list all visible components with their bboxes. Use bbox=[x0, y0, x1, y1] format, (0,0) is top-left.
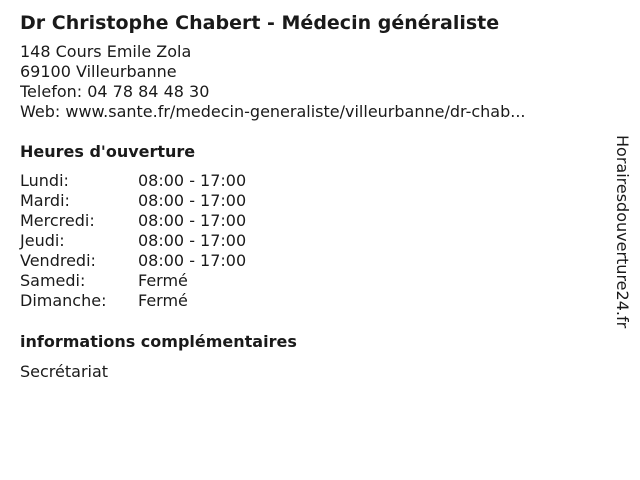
website-link[interactable]: Web: www.sante.fr/medecin-generaliste/villeurbanne/dr-chab... bbox=[20, 102, 526, 121]
brand-watermark: Horairesdouverture24.fr bbox=[613, 135, 632, 329]
opening-hours-heading: Heures d'ouverture bbox=[20, 142, 196, 161]
hours-row-wednesday bbox=[20, 211, 600, 231]
day-hours: 08:00 - 17:00 bbox=[138, 231, 247, 250]
extra-info-heading: informations complémentaires bbox=[20, 332, 297, 351]
hours-row-monday bbox=[20, 171, 600, 191]
day-label: Vendredi: bbox=[20, 251, 96, 270]
day-label: Jeudi: bbox=[20, 231, 65, 250]
day-label: Samedi: bbox=[20, 271, 86, 290]
day-label: Dimanche: bbox=[20, 291, 107, 310]
day-hours: 08:00 - 17:00 bbox=[138, 191, 247, 210]
opening-hours-table bbox=[20, 171, 600, 311]
hours-row-saturday bbox=[20, 271, 600, 291]
day-hours: 08:00 - 17:00 bbox=[138, 251, 247, 270]
hours-row-tuesday bbox=[20, 191, 600, 211]
day-label: Lundi: bbox=[20, 171, 69, 190]
listing-card bbox=[20, 8, 600, 382]
day-hours: 08:00 - 17:00 bbox=[138, 211, 247, 230]
day-hours: Fermé bbox=[138, 271, 188, 290]
day-hours: Fermé bbox=[138, 291, 188, 310]
hours-row-friday bbox=[20, 251, 600, 271]
phone-number[interactable]: Telefon: 04 78 84 48 30 bbox=[20, 82, 210, 101]
hours-row-sunday bbox=[20, 291, 600, 311]
extra-info-text: Secrétariat bbox=[20, 362, 109, 381]
page-title: Dr Christophe Chabert - Médecin généraliste bbox=[20, 12, 500, 34]
day-label: Mardi: bbox=[20, 191, 70, 210]
street-address: 148 Cours Emile Zola bbox=[20, 42, 192, 61]
hours-row-thursday bbox=[20, 231, 600, 251]
city-postal-code: 69100 Villeurbanne bbox=[20, 62, 177, 81]
day-label: Mercredi: bbox=[20, 211, 95, 230]
day-hours: 08:00 - 17:00 bbox=[138, 171, 247, 190]
address-block bbox=[20, 42, 600, 122]
